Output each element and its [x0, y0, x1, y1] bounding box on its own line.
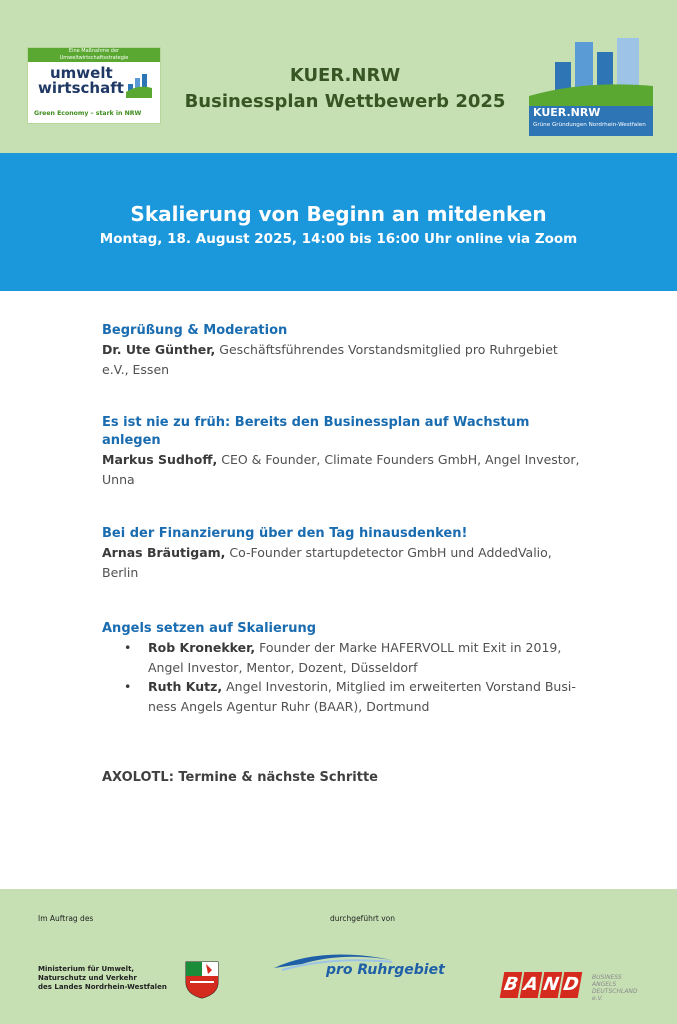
speaker-info	[102, 450, 582, 489]
kuer-nrw-logo-subtitle: Grüne Gründungen Nordrhein-Westfalen	[533, 122, 646, 128]
speaker-list	[102, 638, 582, 716]
agenda-item-financing	[102, 525, 582, 582]
section-title: Es ist nie zu früh: Bereits den Businessplan auf Wachstum anlegen	[102, 415, 530, 448]
speaker-name: Ruth Kutz,	[148, 679, 223, 694]
logo-tagline: Eine Maßnahme der Umweltwirtschaftsstrategie	[28, 48, 160, 62]
title-line-2: Businessplan Wettbewerb 2025	[184, 91, 506, 112]
band-letter: B	[500, 972, 523, 998]
band-letter: D	[560, 972, 583, 998]
section-title: Bei der Finanzierung über den Tag hinausdenken!	[102, 526, 468, 541]
header	[0, 0, 677, 153]
speaker-role: Angel Investorin, Mitglied im erweiterten Vorstand Busi-ness Angels Agentur Ruhr (BAAR), Dortmund	[148, 679, 576, 714]
band-letter: N	[540, 972, 563, 998]
nrw-coat-of-arms-icon	[182, 960, 222, 1000]
speaker-name: Dr. Ute Günther,	[102, 342, 216, 357]
event-date: Montag, 18. August 2025, 14:00 bis 16:00 Uhr online via Zoom	[99, 231, 578, 247]
speaker-info	[102, 543, 582, 582]
agenda	[102, 322, 582, 785]
agenda-item-welcome	[102, 322, 582, 379]
agenda-item-angels	[102, 620, 582, 716]
kuer-nrw-logo-brand: KUER.NRW	[533, 106, 601, 119]
closing-item: AXOLOTL: Termine & nächste Schritte	[102, 770, 378, 785]
bar-chart-icon	[126, 72, 152, 98]
kuer-nrw-logo	[525, 36, 655, 138]
speaker-role: CEO & Founder, Climate Founders GmbH, Angel Investor, Unna	[102, 452, 580, 487]
commissioned-label: Im Auftrag des	[38, 914, 94, 923]
speaker-name: Markus Sudhoff,	[102, 452, 218, 467]
pro-ruhrgebiet-text: pro Ruhrgebiet	[326, 962, 445, 978]
logo-slogan: Green Economy – stark in NRW	[34, 110, 142, 117]
section-title: Begrüßung & Moderation	[102, 323, 288, 338]
band-caption: BUSINESS ANGELS DEUTSCHLAND e.V.	[592, 974, 638, 1002]
speaker-role: Founder der Marke HAFERVOLL mit Exit in 2019, Angel Investor, Mentor, Dozent, Düsseldorf	[148, 640, 562, 675]
event-title: Skalierung von Beginn an mitdenken	[130, 202, 547, 226]
title-line-1: KUER.NRW	[289, 65, 401, 86]
conducted-label: durchgeführt von	[330, 914, 396, 923]
speaker-name: Arnas Bräutigam,	[102, 545, 226, 560]
logo-word-wirtschaft: wirtschaft	[38, 79, 124, 97]
list-item	[102, 638, 582, 677]
list-item	[102, 677, 582, 716]
pro-ruhrgebiet-logo	[272, 950, 452, 985]
page-title	[170, 64, 520, 116]
band-letter: A	[520, 972, 543, 998]
speaker-role: Co-Founder startupdetector GmbH und AddedValio, Berlin	[102, 545, 552, 580]
logo-word-umwelt: umwelt	[50, 64, 113, 82]
speaker-role: Geschäftsführendes Vorstandsmitglied pro Ruhrgebiet e.V., Essen	[102, 342, 558, 377]
speaker-info	[102, 340, 582, 379]
umweltwirtschaft-logo	[27, 47, 161, 124]
ministry-name: Ministerium für Umwelt, Naturschutz und Verkehr des Landes Nordrhein-Westfalen	[38, 965, 167, 991]
bullet-icon: •	[124, 679, 132, 694]
agenda-item-business-plan	[102, 414, 582, 489]
band-logo	[502, 968, 642, 1004]
section-title: Angels setzen auf Skalierung	[102, 621, 317, 636]
bullet-icon: •	[124, 640, 132, 655]
band-letters	[502, 972, 580, 998]
speaker-name: Rob Kronekker,	[148, 640, 256, 655]
